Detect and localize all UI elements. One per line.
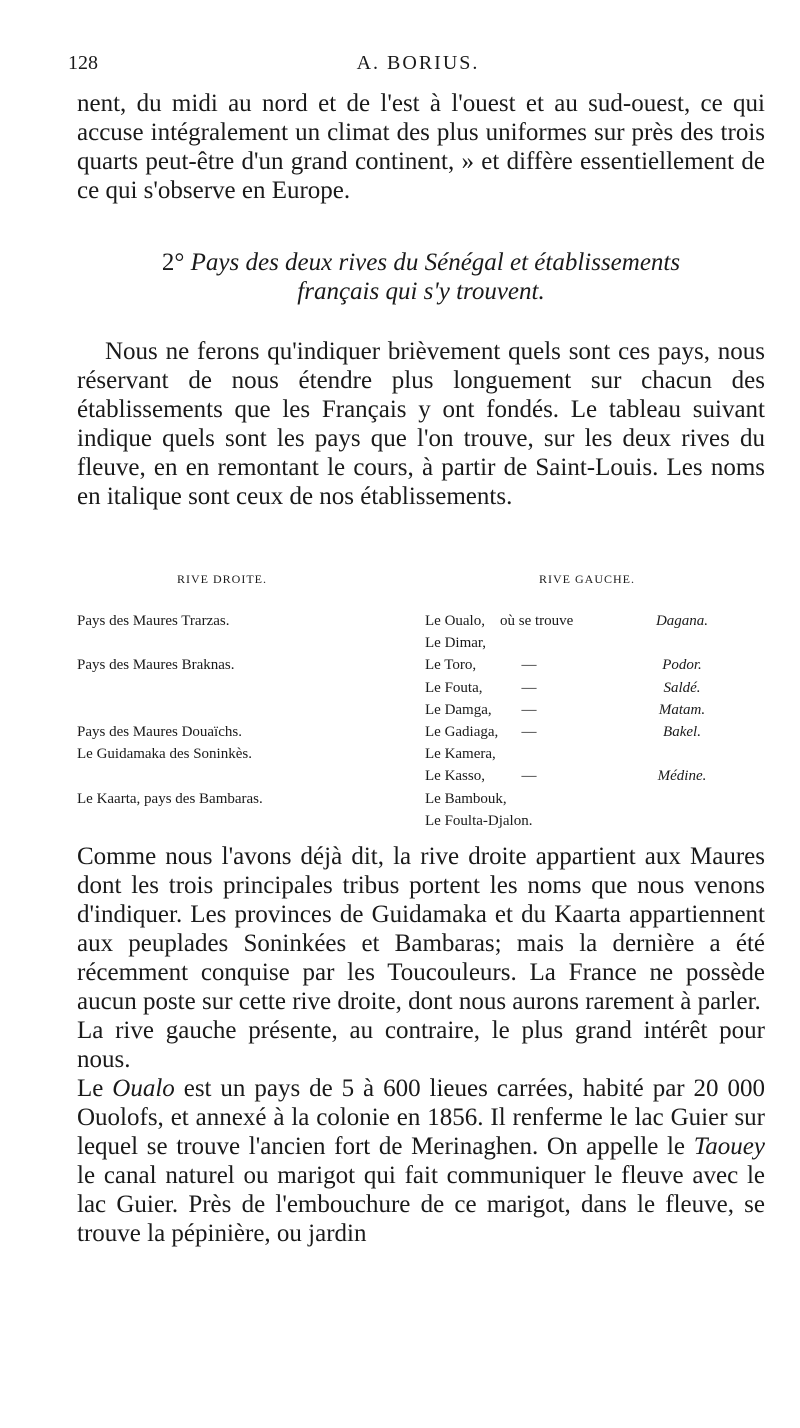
left-bank-settlement: Médine. — [657, 768, 707, 785]
left-bank-ditto-mark: — — [521, 679, 537, 696]
paragraph-rive-droite: Comme nous l'avons déjà dit, la rive droite appartient aux Maures dont les trois principales tribus portent les noms que nous venons d'indiquer. Les provinces de Guidamaka et du Kaarta appartiennent aux peuplades Soninkées et Bambaras; mais la dernière a été récemment conquise par les Toucouleurs. La France ne possède aucun poste sur cette rive droite, dont nous aurons rarement à parler. — [77, 843, 765, 1015]
left-bank-name: Le Bambouk, — [425, 790, 507, 807]
right-bank-item: Pays des Maures Douaïchs. — [77, 724, 242, 740]
left-bank-name: Le Gadiaga, — [425, 724, 499, 740]
running-head: A. BORIUS. — [356, 52, 480, 74]
left-bank-name: Le Oualo, — [425, 613, 485, 629]
left-bank-settlement: Podor. — [662, 657, 702, 674]
left-bank-name: Le Foulta-Djalon. — [425, 812, 533, 829]
section-heading-line2: français qui s'y trouvent. — [297, 278, 545, 305]
left-bank-ditto-mark: — — [521, 701, 537, 718]
running-header — [68, 52, 768, 82]
top-paragraph — [77, 89, 765, 205]
taouey-name: Taouey — [693, 1133, 765, 1160]
left-bank-settlement: Dagana. — [655, 613, 709, 629]
left-bank-settlement: Bakel. — [663, 724, 701, 740]
rive-gauche-header: RIVE GAUCHE. — [539, 572, 635, 586]
left-bank-ditto-mark: — — [521, 657, 537, 674]
left-bank-ditto-mark: — — [521, 768, 537, 785]
left-bank-settlement: Matam. — [658, 701, 706, 718]
section-heading — [77, 248, 765, 306]
paragraph-rive-gauche: La rive gauche présente, au contraire, le plus grand intérêt pour nous. — [77, 1017, 765, 1073]
oualo-name: Oualo — [112, 1075, 175, 1102]
rive-droite-header: RIVE DROITE. — [177, 572, 267, 586]
page-number: 128 — [68, 52, 98, 74]
left-bank-name: Le Toro, — [425, 657, 477, 674]
left-bank-name: Le Damga, — [425, 701, 492, 718]
left-bank-name: Le Kamera, — [425, 746, 496, 763]
section-number: 2° — [161, 249, 185, 276]
intro-paragraph — [77, 337, 765, 511]
right-bank-item: Le Kaarta, pays des Bambaras. — [77, 790, 263, 807]
left-bank-name: Le Fouta, — [425, 679, 483, 696]
left-bank-ditto-mark: — — [521, 724, 537, 740]
right-bank-item: Pays des Maures Braknas. — [77, 657, 235, 674]
top-paragraph-text: nent, du midi au nord et de l'est à l'ouest et au sud-ouest, ce qui accuse intégralement un climat des plus uniformes sur près des trois quarts peut-être d'un grand continent, » et diffère essentiellement de ce qui s'observe en Europe. — [77, 90, 765, 204]
body-paragraphs — [77, 842, 765, 1248]
left-bank-name: Le Dimar, — [425, 635, 487, 652]
paragraph-oualo — [77, 1074, 765, 1248]
section-heading-line1: Pays des deux rives du Sénégal et établissements — [190, 249, 681, 276]
oualo-text-3: le canal naturel ou marigot qui fait communiquer le fleuve avec le lac Guier. Près de l'embouchure de ce marigot, dans le fleuve, se trouve la pépinière, ou jardin — [77, 1162, 765, 1247]
oualo-text-1: Le — [77, 1075, 113, 1102]
right-bank-item: Pays des Maures Trarzas. — [77, 613, 230, 629]
left-bank-name: Le Kasso, — [425, 768, 485, 785]
left-bank-ditto-mark: où se trouve — [500, 613, 574, 629]
right-bank-item: Le Guidamaka des Soninkès. — [77, 746, 252, 763]
left-bank-settlement: Saldé. — [663, 679, 701, 696]
oualo-text-2: est un pays de 5 à 600 lieues carrées, habité par 20 000 Ouolofs, et annexé à la colonie en 1856. Il renferme le lac Guier sur lequel se trouve l'ancien fort de Merinaghen. On appelle le — [77, 1075, 765, 1160]
intro-paragraph-text: Nous ne ferons qu'indiquer brièvement quels sont ces pays, nous réservant de nous étendre plus longuement sur chacun des établissements que les Français y ont fondés. Le tableau suivant indique quels sont les pays que l'on trouve, sur les deux rives du fleuve, en en remontant le cours, à partir de Saint-Louis. Les noms en italique sont ceux de nos établissements. — [77, 338, 765, 510]
